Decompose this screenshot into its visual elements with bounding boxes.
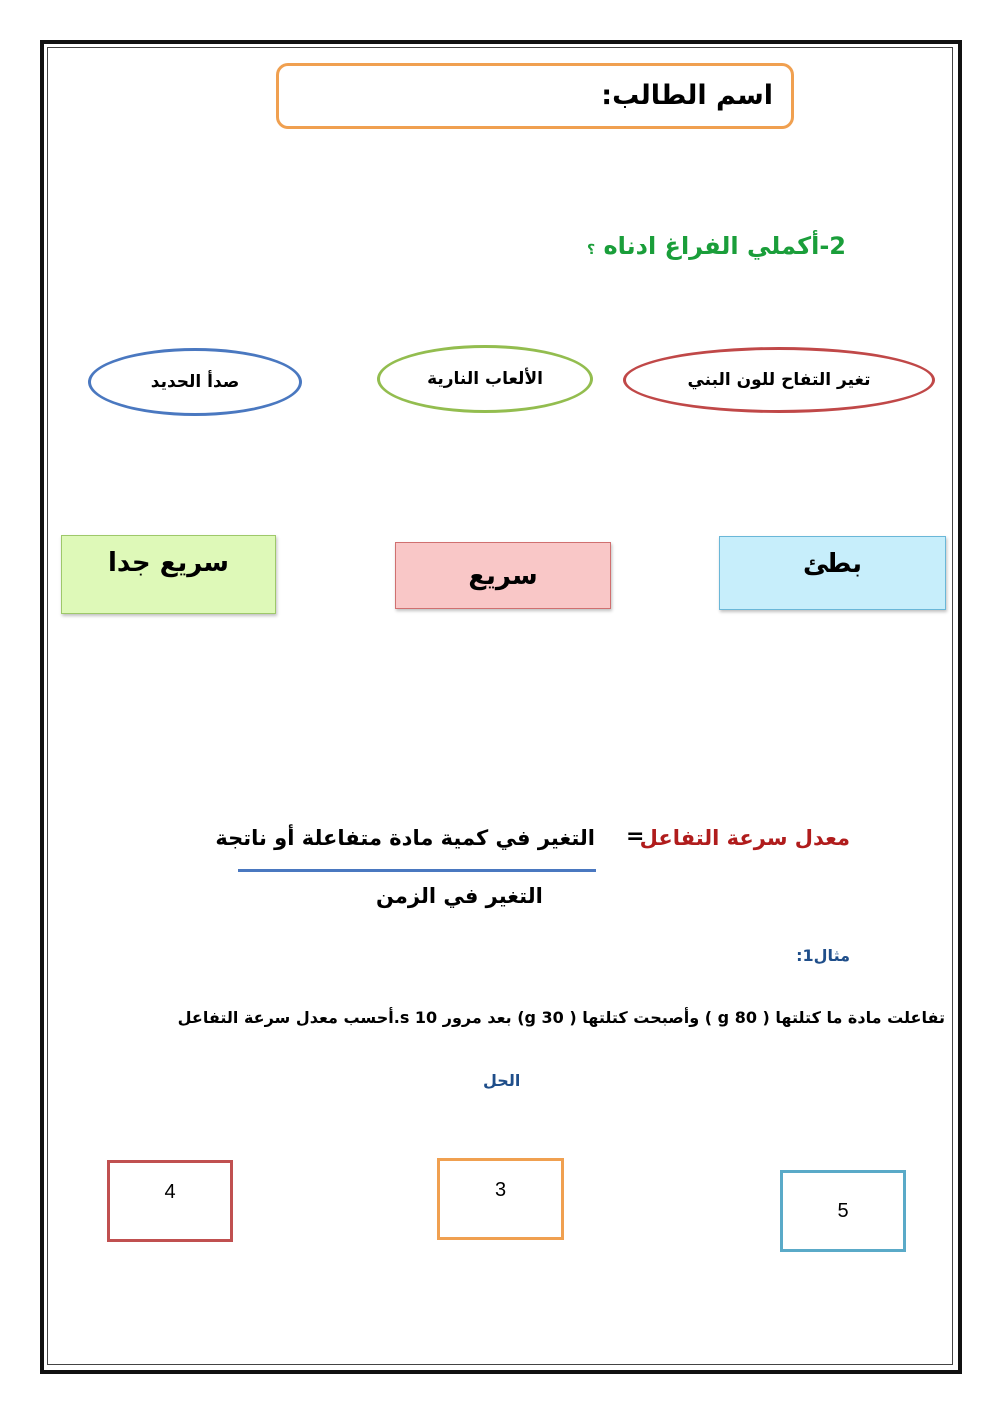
formula-equals: =: [626, 824, 645, 849]
formula-denominator: التغير في الزمن: [376, 884, 543, 908]
example-label: صدأ الحديد: [150, 372, 240, 392]
formula-numerator: التغير في كمية مادة متفاعلة أو ناتجة: [215, 826, 595, 850]
student-name-label: اسم الطالب:: [601, 80, 773, 111]
answer-box-4[interactable]: [107, 1160, 233, 1242]
example-oval-fireworks[interactable]: [377, 345, 593, 413]
solution-label: الحل: [483, 1071, 521, 1090]
question-mark: ؟: [586, 242, 596, 258]
answer-box-5[interactable]: [780, 1170, 906, 1252]
example1-problem: تفاعلت مادة ما كتلتها ( 80 g ) وأصبحت كتلتها ( 30 g) بعد مرور 10 s.أحسب معدل سرعة التفاعل: [177, 1008, 945, 1027]
example-label: الألعاب النارية: [427, 369, 543, 389]
answer-value: 3: [494, 1179, 507, 1201]
question-title: [587, 232, 846, 260]
question-text: 2-أكملي الفراغ ادناه: [603, 232, 846, 260]
speed-box-slow[interactable]: [719, 536, 946, 610]
formula-lhs: معدل سرعة التفاعل: [639, 826, 850, 850]
speed-label: سريع جدا: [108, 548, 229, 578]
speed-box-very-fast[interactable]: [61, 535, 276, 614]
answer-box-3[interactable]: [437, 1158, 564, 1240]
example-oval-iron-rust[interactable]: [88, 348, 302, 416]
student-name-box[interactable]: [276, 63, 794, 129]
speed-box-fast[interactable]: [395, 542, 611, 609]
answer-value: 4: [164, 1181, 176, 1203]
answer-value: 5: [837, 1199, 849, 1222]
speed-label: سريع: [468, 560, 538, 591]
fraction-line: [238, 869, 596, 872]
example1-label: مثال1:: [796, 946, 850, 965]
speed-label: بطئ: [803, 549, 862, 579]
example-label: تغير التفاح للون البني: [687, 370, 871, 390]
example-oval-apple-browning[interactable]: [623, 347, 935, 413]
